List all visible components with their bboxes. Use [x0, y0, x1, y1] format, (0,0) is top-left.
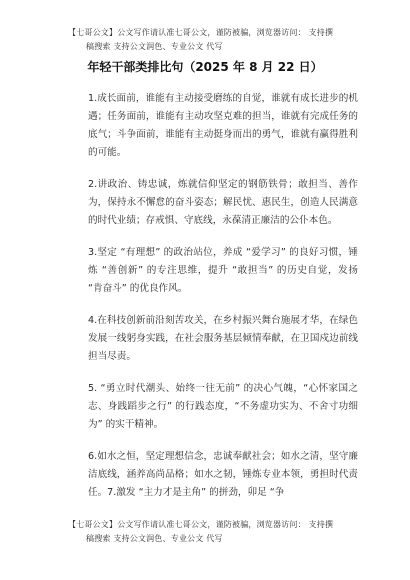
- paragraph-5: 5. “勇立时代潮头、始终一往无前” 的决心气魄，“心怀家国之志、身践蹈步之行” 的行践态度，“不务虚功实为、不舍寸功细为” 的实干精神。: [88, 383, 358, 430]
- header-note-line-2: 稿搜索 支持公文润色、专业公文 代写: [86, 42, 223, 51]
- footer-note-line-1: 【七哥公文】公文写作请认准七哥公文，谨防被骗，浏览器访问： 支持撰: [68, 520, 334, 529]
- paragraph-6: 6.如水之恒，坚定理想信念，忠诚奉献社会；如水之清，坚守廉洁底线，涵养高尚品格；如水之韧，锤炼专业本领，勇担时代责任。7.激发 “主力才是主角” 的拼劲，卯足 “争: [88, 451, 358, 498]
- page-title: 年轻干部类排比句（2025 年 8 月 22 日）: [87, 60, 323, 74]
- footer-watermark-note: [68, 518, 358, 546]
- footer-note-line-2: 稿搜索 支持公文润色、专业公文 代写: [86, 534, 223, 543]
- paragraph-1: 1.成长面前，谁能有主动接受磨练的自觉，谁就有成长进步的机遇；任务面前，谁能有主动攻坚克难的担当，谁就有完成任务的底气；斗争面前，谁能有主动挺身而出的勇气，谁就有赢得胜利的可能。: [88, 93, 358, 158]
- header-note-line-1: 【七哥公文】公文写作请认准七哥公文，谨防被骗，浏览器访问： 支持撰: [68, 28, 334, 37]
- paragraph-2: 2.讲政治、铸忠诚，炼就信仰坚定的钢筋铁骨；敢担当、善作为，保持永不懈怠的奋斗姿态；解民忧、惠民生，创造人民满意的时代业绩；存戒惧、守底线，永葆清正廉洁的公仆本色。: [88, 179, 358, 226]
- paragraph-3: 3.坚定 “有理想” 的政治站位，养成 “爱学习” 的良好习惯，锤炼 “善创新” 的专注思维，提升 “敢担当” 的历史自觉，发扬 “肯奋斗” 的优良作风。: [88, 247, 358, 294]
- paragraph-4: 4.在科技创新前沿刻苦攻关，在乡村振兴舞台施展才华，在绿色发展一线躬身实践，在社会服务基层倾情奉献，在卫国戍边前线担当尽责。: [88, 315, 358, 362]
- document-body: [88, 90, 358, 502]
- header-watermark-note: [68, 26, 358, 54]
